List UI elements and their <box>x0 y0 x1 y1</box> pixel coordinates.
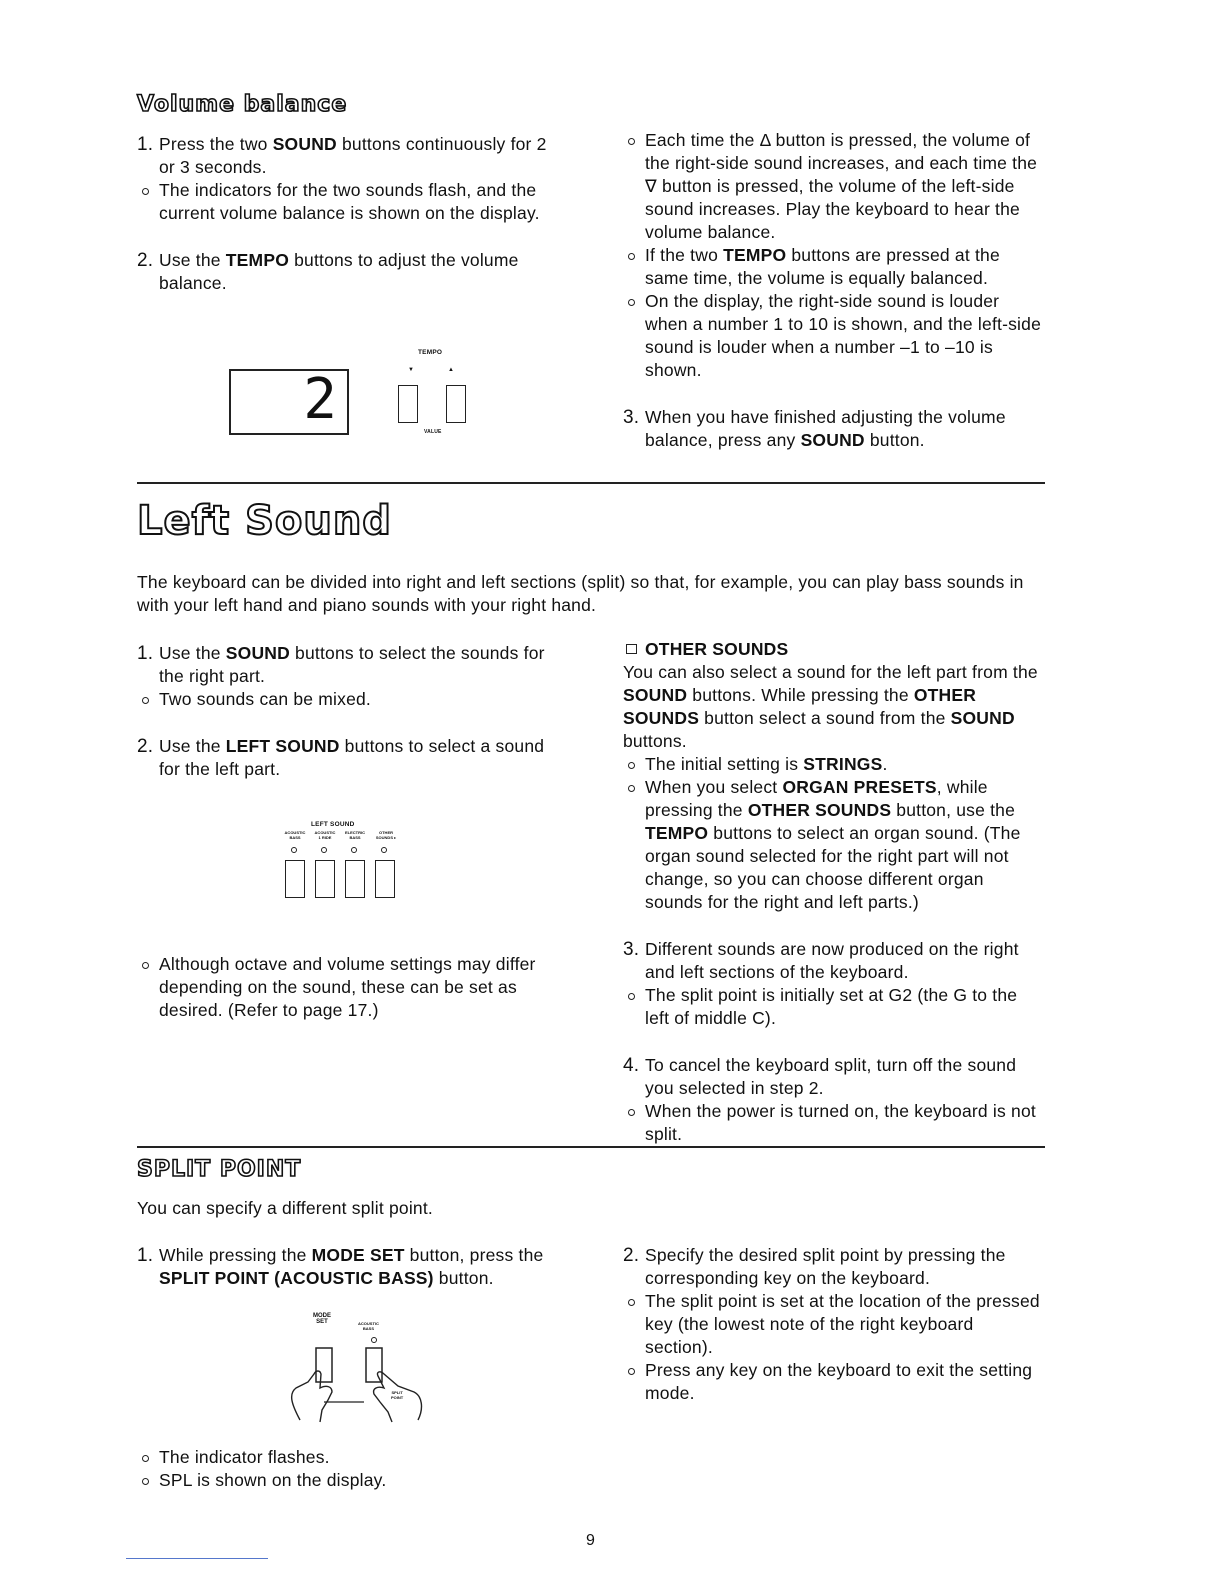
split-point-left-column-bottom <box>137 1446 557 1492</box>
volume-balance-step-2 <box>137 249 557 295</box>
split-point-bullet-1: The indicator flashes. <box>137 1446 557 1469</box>
left-sound-bullet-4: When the power is turned on, the keyboard is not split. <box>623 1100 1043 1146</box>
value-label: VALUE <box>424 429 442 435</box>
volume-balance-title: Volume balance <box>137 92 348 117</box>
para-bold: SOUND <box>623 685 688 705</box>
step-bold: SOUND <box>272 134 337 154</box>
bullet-text: button, use the <box>891 800 1016 820</box>
step-text: buttons to select a sound for the left part. <box>159 736 545 779</box>
bullet-text: . <box>882 754 888 774</box>
left-sound-bullet-3: The split point is initially set at G2 (the G to the left of middle C). <box>623 984 1043 1030</box>
other-sounds-title-text: OTHER SOUNDS <box>645 639 789 659</box>
button-label: OTHER SOUNDS ▸ <box>375 830 397 840</box>
tempo-label: TEMPO <box>418 349 443 356</box>
acoustic-bass-label: ACOUSTIC BASS <box>358 1321 379 1331</box>
bullet-bold: TEMPO <box>645 823 709 843</box>
left-sound-right-column <box>623 638 1043 1146</box>
step-bold: SOUND <box>800 430 865 450</box>
hands-pressing-buttons-illustration <box>280 1330 430 1425</box>
other-sounds-bullet-1 <box>623 753 1043 776</box>
left-sound-left-column <box>137 642 557 781</box>
volume-balance-left-column <box>137 133 557 295</box>
bullet-text: When you select <box>645 777 783 797</box>
step-text: Use the <box>159 250 226 270</box>
volume-balance-step-1 <box>137 133 557 179</box>
left-sound-step-1 <box>137 642 557 688</box>
step-number: 1. <box>137 134 154 155</box>
left-sound-intro: The keyboard can be divided into right and left sections (split) so that, for example, you can play bass sounds in with your left hand and piano sounds with your right hand. <box>137 572 1024 615</box>
step-number: 4. <box>623 1055 640 1076</box>
left-sound-step-3 <box>623 938 1043 984</box>
split-point-left-column <box>137 1244 557 1290</box>
left-sound-step-4 <box>623 1054 1043 1100</box>
mode-set-button[interactable] <box>316 1348 332 1382</box>
left-sound-group-label: LEFT SOUND <box>311 821 355 828</box>
bullet-bold: TEMPO <box>723 245 787 265</box>
down-arrow-icon: ▼ <box>408 367 414 373</box>
split-point-title: SPLIT POINT <box>137 1157 302 1182</box>
bullet-bold: ORGAN PRESETS <box>782 777 937 797</box>
split-point-intro: You can specify a different split point. <box>137 1198 433 1218</box>
step-text: button. <box>864 430 925 450</box>
step-number: 1. <box>137 643 154 664</box>
step-number: 3. <box>623 407 640 428</box>
bullet-text: If the two <box>645 245 724 265</box>
step-text: While pressing the <box>159 1245 312 1265</box>
indicator-led <box>372 1338 377 1343</box>
volume-balance-right-bullet-3: On the display, the right-side sound is louder when a number 1 to 10 is shown, and the left-side sound is louder when a number –1 to –10 is shown. <box>623 290 1043 382</box>
display-value: 2 <box>303 367 337 432</box>
step-text: When you have finished adjusting the volume balance, press any <box>645 407 1006 450</box>
step-number: 2. <box>137 736 154 757</box>
other-sounds-bullet-2 <box>623 776 1043 914</box>
section-divider <box>137 1146 1045 1148</box>
bullet-bold: OTHER SOUNDS <box>747 800 892 820</box>
step-text: Use the <box>159 643 226 663</box>
split-point-step-2 <box>623 1244 1043 1290</box>
mode-set-label: MODE SET <box>313 1313 331 1325</box>
button-label: ACOUSTIC BASS <box>284 830 306 840</box>
step-number: 3. <box>623 939 640 960</box>
step-text: Press the two <box>159 134 273 154</box>
step-text: button. <box>433 1268 494 1288</box>
other-sounds-button[interactable] <box>375 860 395 898</box>
bullet-text: The initial setting is <box>645 754 804 774</box>
para-text: You can also select a sound for the left part from the <box>623 662 1038 682</box>
para-text: button select a sound from the <box>699 708 951 728</box>
other-sounds-title <box>623 638 1043 661</box>
para-bold: SOUND <box>950 708 1015 728</box>
volume-balance-right-bullet-2 <box>623 244 1043 290</box>
step-bold: SPLIT POINT (ACOUSTIC BASS) <box>159 1268 434 1288</box>
button-label: ACOUSTIC 1 RIDE <box>314 830 336 840</box>
button-label: ELECTRIC BASS <box>345 830 365 840</box>
left-sound-step-2 <box>137 735 557 781</box>
electric-bass-button[interactable] <box>345 860 365 898</box>
indicator-led <box>321 847 327 853</box>
step-bold: LEFT SOUND <box>225 736 340 756</box>
volume-balance-right-column <box>623 129 1043 452</box>
step-text: buttons to select the sounds for the right part. <box>159 643 545 686</box>
left-sound-bullet-1: Two sounds can be mixed. <box>137 688 557 711</box>
step-text: Specify the desired split point by pressing the corresponding key on the keyboard. <box>645 1245 1006 1288</box>
page-number: 9 <box>586 1532 595 1549</box>
ride-button[interactable] <box>315 860 335 898</box>
bullet-text: , while pressing the <box>645 777 988 820</box>
bullet-text: buttons to select an organ sound. (The organ sound selected for the right part will not change, so you can choose different organ sounds for the right and left parts.) <box>645 823 1021 912</box>
left-sound-title: Left Sound <box>137 498 392 544</box>
indicator-led <box>381 847 387 853</box>
footnote-rule <box>126 1558 268 1559</box>
step-text: Different sounds are now produced on the right and left sections of the keyboard. <box>645 939 1019 982</box>
step-text: buttons to adjust the volume balance. <box>159 250 519 293</box>
square-bullet-icon <box>626 644 637 654</box>
split-point-label: SPLIT POINT <box>391 1390 404 1400</box>
split-point-bullet-4: Press any key on the keyboard to exit the setting mode. <box>623 1359 1043 1405</box>
volume-balance-step-3 <box>623 406 1043 452</box>
volume-balance-bullet-1: The indicators for the two sounds flash, and the current volume balance is shown on the display. <box>137 179 557 225</box>
step-number: 2. <box>623 1245 640 1266</box>
up-arrow-icon: ▲ <box>448 367 454 373</box>
step-bold: SOUND <box>225 643 290 663</box>
split-point-step-1 <box>137 1244 557 1290</box>
tempo-up-button[interactable] <box>446 385 466 423</box>
split-point-right-column <box>623 1244 1043 1405</box>
bullet-text: buttons are pressed at the same time, the volume is equally balanced. <box>645 245 1000 288</box>
lcd-display <box>229 369 349 435</box>
para-text: buttons. While pressing the <box>687 685 914 705</box>
step-text: Use the <box>159 736 226 756</box>
tempo-down-button[interactable] <box>398 385 418 423</box>
split-point-button[interactable] <box>366 1348 382 1382</box>
other-sounds-paragraph <box>623 661 1043 753</box>
left-sound-bullet-2: Although octave and volume settings may differ depending on the sound, these can be set as desired. (Refer to page 17.) <box>137 953 557 1022</box>
step-bold: MODE SET <box>311 1245 405 1265</box>
step-number: 1. <box>137 1245 154 1266</box>
acoustic-bass-button[interactable] <box>285 860 305 898</box>
indicator-led <box>291 847 297 853</box>
split-point-bullet-3: The split point is set at the location of the pressed key (the lowest note of the right keyboard section). <box>623 1290 1043 1359</box>
para-bold: OTHER SOUNDS <box>623 685 977 728</box>
step-text: buttons continuously for 2 or 3 seconds. <box>159 134 547 177</box>
step-number: 2. <box>137 250 154 271</box>
step-bold: TEMPO <box>225 250 290 270</box>
volume-balance-right-bullet-1: Each time the Δ button is pressed, the volume of the right-side sound increases, and each time the ∇ button is pressed, the volume of the left-side sound increases. Play the keyboard to hear the volume balance. <box>623 129 1043 244</box>
indicator-led <box>351 847 357 853</box>
para-text: buttons. <box>623 731 687 751</box>
step-text: To cancel the keyboard split, turn off the sound you selected in step 2. <box>645 1055 1017 1098</box>
bullet-bold: STRINGS <box>803 754 883 774</box>
step-text: button, press the <box>404 1245 544 1265</box>
left-sound-left-column-bottom <box>137 953 557 1022</box>
split-point-bullet-2: SPL is shown on the display. <box>137 1469 557 1492</box>
section-divider <box>137 482 1045 484</box>
